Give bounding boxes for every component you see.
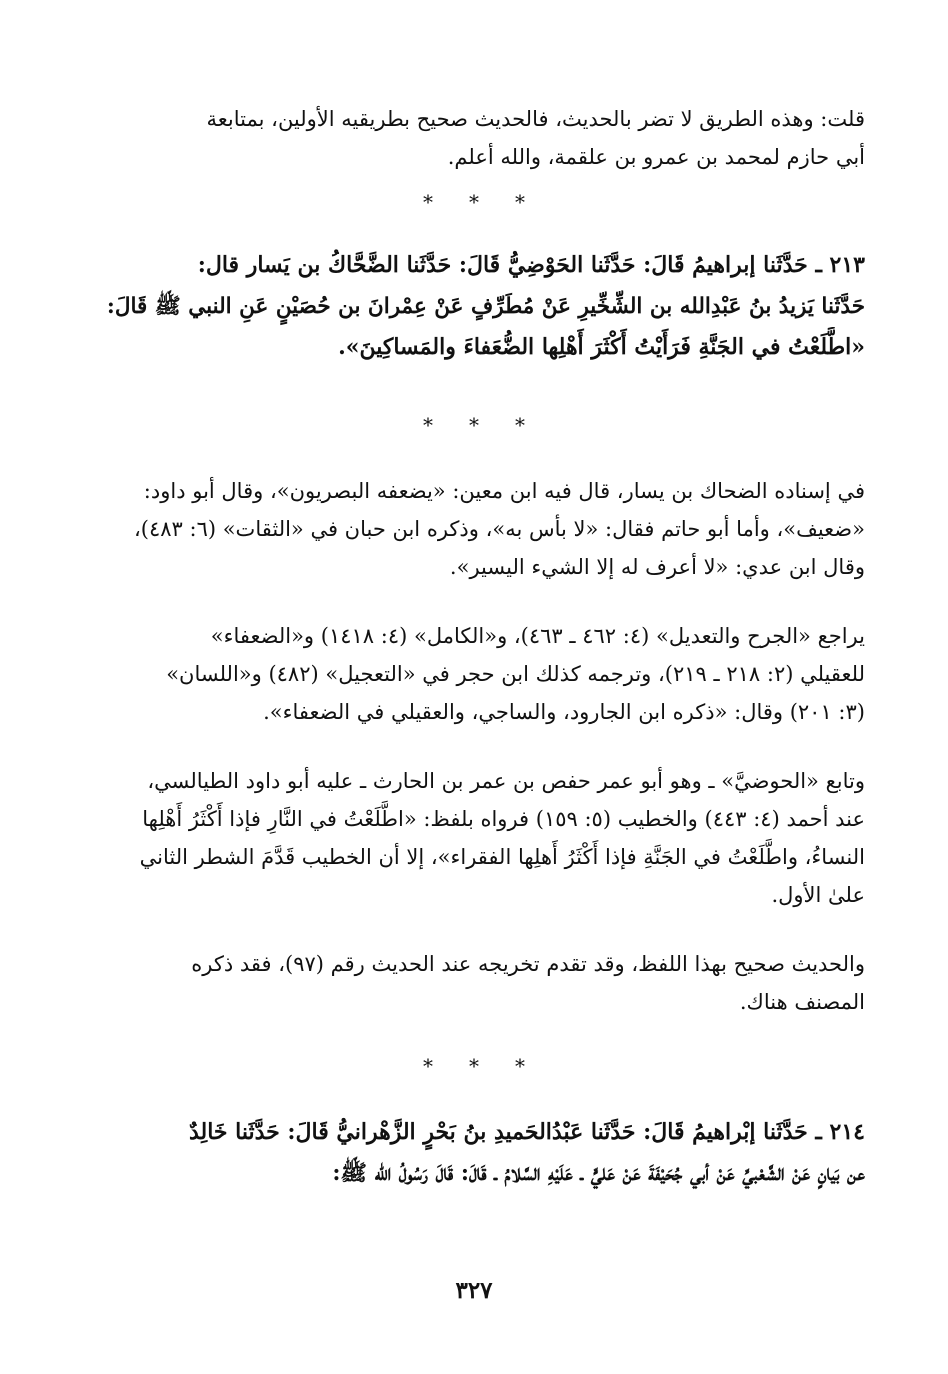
text-line: أبي حازم لمحمد بن عمرو بن علقمة، والله أعلم. bbox=[447, 145, 865, 169]
text-line: عند أحمد (٤: ٤٤٣) والخطيب (٥: ١٥٩) فرواه بلفظ: «اطَّلَعْتُ في النَّارِ فإذا أَكْثَرُ أَهْلِها bbox=[142, 807, 865, 831]
text-line: قلت: وهذه الطريق لا تضر بالحديث، فالحديث صحيح بطريقيه الأولين، بمتابعة bbox=[206, 107, 865, 131]
asterisk: * bbox=[515, 413, 543, 437]
hadith-214 bbox=[100, 1112, 865, 1194]
section-separator bbox=[0, 1054, 948, 1078]
text-line: (٣: ٢٠١) وقال: «ذكره ابن الجارود، والساجي، والعقيلي في الضعفاء». bbox=[263, 700, 865, 724]
text-line: «اطَّلَعْتُ في الجَنَّةِ فَرَأَيْتُ أَكْثَرَ أَهْلِها الضُّعَفاءَ والمَساكِينَ». bbox=[338, 334, 865, 360]
asterisk: * bbox=[423, 1054, 451, 1078]
page-number: ٣٢٧ bbox=[455, 1277, 493, 1304]
text-line: وتابع «الحوضيَّ» ـ وهو أبو عمر حفص بن عمر بن الحارث ـ عليه أبو داود الطيالسي، bbox=[147, 769, 865, 793]
paragraph-isnad-note bbox=[100, 472, 865, 586]
text-line: للعقيلي (٢: ٢١٨ ـ ٢١٩)، وترجمه كذلك ابن حجر في «التعجيل» (٤٨٢) و«اللسان» bbox=[166, 662, 865, 686]
asterisk: * bbox=[515, 1054, 543, 1078]
asterisk: * bbox=[515, 190, 543, 214]
text-line: علىٰ الأول. bbox=[771, 883, 865, 907]
text-line: النساءُ، واطَّلَعْتُ في الجَنَّةِ فإذا أَكْثَرُ أَهلِها الفقراء»، إلا أن الخطيب قَدَّمَ الشطر الثاني bbox=[139, 845, 865, 869]
asterisk: * bbox=[423, 190, 451, 214]
text-line: وقال ابن عدي: «لا أعرف له إلا الشيء اليسير». bbox=[449, 555, 865, 579]
asterisk: * bbox=[469, 1054, 497, 1078]
asterisk: * bbox=[423, 413, 451, 437]
asterisk: * bbox=[469, 190, 497, 214]
text-line: في إسناده الضحاك بن يسار، قال فيه ابن معين: «يضعفه البصريون»، وقال أبو داود: bbox=[143, 479, 865, 503]
text-line: حَدَّثَنا يَزيدُ بنُ عَبْدِالله بن الشِّخِّيرِ عَنْ مُطَرِّفٍ عَنْ عِمْرانَ بن حُصَيْنٍ عَنِ النبي ﷺ قَالَ: bbox=[106, 294, 865, 319]
paragraph-conclusion bbox=[100, 945, 865, 1021]
asterisk: * bbox=[469, 413, 497, 437]
text-line: ٢١٤ ـ حَدَّثَنا إبْراهيمُ قَالَ: حَدَّثَنا عَبْدُالحَميدِ بنُ بَحْرٍ الزَّهْرانيُّ قَالَ: حَدَّثَنا خَالِدٌ bbox=[188, 1119, 865, 1145]
text-line: المصنف هناك. bbox=[739, 990, 865, 1014]
section-separator bbox=[0, 190, 948, 214]
paragraph-references bbox=[100, 617, 865, 731]
text-line: يراجع «الجرح والتعديل» (٤: ٤٦٢ ـ ٤٦٣)، و«الكامل» (٤: ١٤١٨) و«الضعفاء» bbox=[210, 624, 865, 648]
text-line: ٢١٣ ـ حَدَّثَنا إبراهيمُ قَالَ: حَدَّثَنا الحَوْضِيُّ قَالَ: حَدَّثَنا الضَّحَّاكُ بن يَسار قال: bbox=[197, 252, 865, 278]
text-line: والحديث صحيح بهذا اللفظ، وقد تقدم تخريجه عند الحديث رقم (٩٧)، فقد ذكره bbox=[191, 952, 865, 976]
paragraph-corroboration bbox=[100, 762, 865, 914]
paragraph-note-1 bbox=[100, 100, 865, 176]
section-separator bbox=[0, 413, 948, 437]
text-line: «ضعيف»، وأما أبو حاتم فقال: «لا بأس به»، وذكره ابن حبان في «الثقات» (٦: ٤٨٣)، bbox=[133, 517, 865, 541]
hadith-213 bbox=[100, 245, 865, 368]
text-line: عن بَيانٍ عَنْ الشَّعْبيِّ عَنْ أبي جُحَيْفَةَ عَنْ عَليٍّ ـ عَلَيْهِ السَّلامُ ـ قَالَ: قَالَ رَسُولُ الله ﷺ: bbox=[332, 1160, 865, 1186]
